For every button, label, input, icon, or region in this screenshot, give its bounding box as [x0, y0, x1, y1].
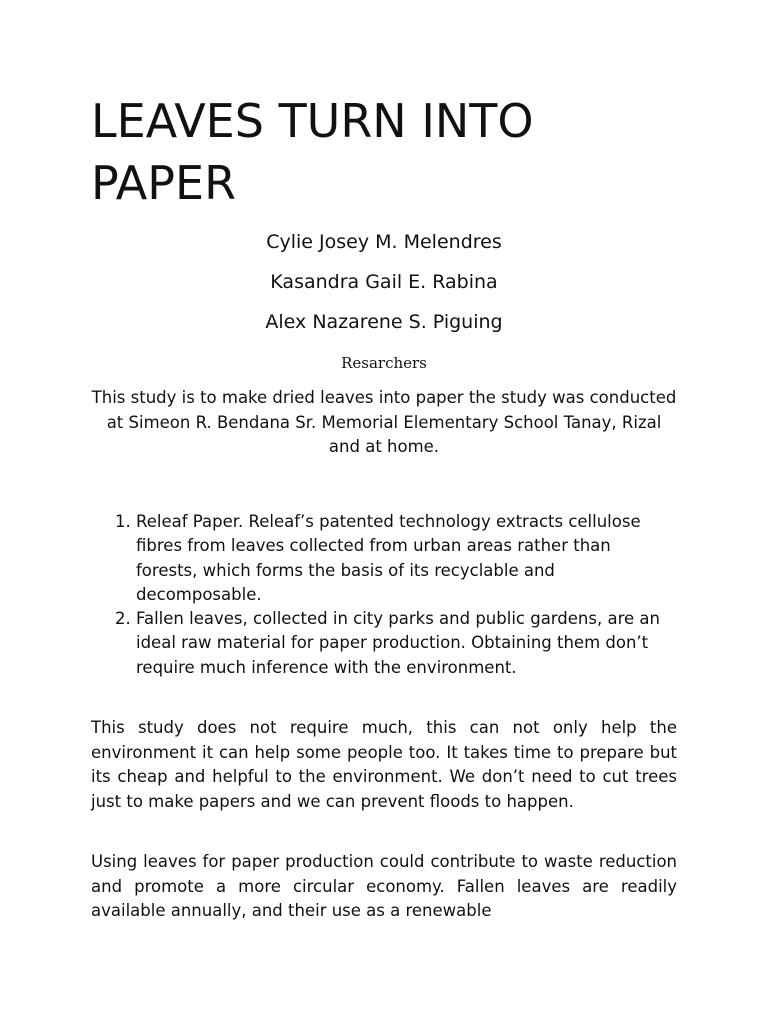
body-paragraph: Using leaves for paper production could contribute to waste reduction and promote a more circular economy. Fallen leaves are readily available annually, and their use as a renewable [91, 852, 677, 920]
document-title: LEAVES TURN INTO PAPER [91, 94, 534, 210]
source-item: 2. Fallen leaves, collected in city parks and public gardens, are an ideal raw material for paper production. Obtaining them don’t require much inference with the environment. [136, 607, 677, 680]
author-name: Kasandra Gail E. Rabina [270, 271, 498, 293]
body-paragraph: This study does not require much, this can not only help the environment it can help some people too. It takes time to prepare but its cheap and helpful to the environment. We don’t need to cut trees just to make papers and we can prevent floods to happen. [91, 718, 677, 811]
document-page [91, 0, 677, 1024]
abstract-text: This study is to make dried leaves into paper the study was conducted at Simeon R. Bendana Sr. Memorial Elementary School Tanay, Rizal and at home. [91, 388, 677, 456]
source-item: 1. Releaf Paper. Releaf’s patented technology extracts cellulose fibres from leaves collected from urban areas rather than forests, which forms the basis of its recyclable and decomposable. [136, 510, 677, 607]
author-name: Alex Nazarene S. Piguing [265, 311, 503, 333]
author-name: Cylie Josey M. Melendres [266, 231, 502, 253]
author-list [91, 229, 677, 349]
source-list [91, 510, 677, 680]
author-role: Resarchers [341, 354, 427, 372]
